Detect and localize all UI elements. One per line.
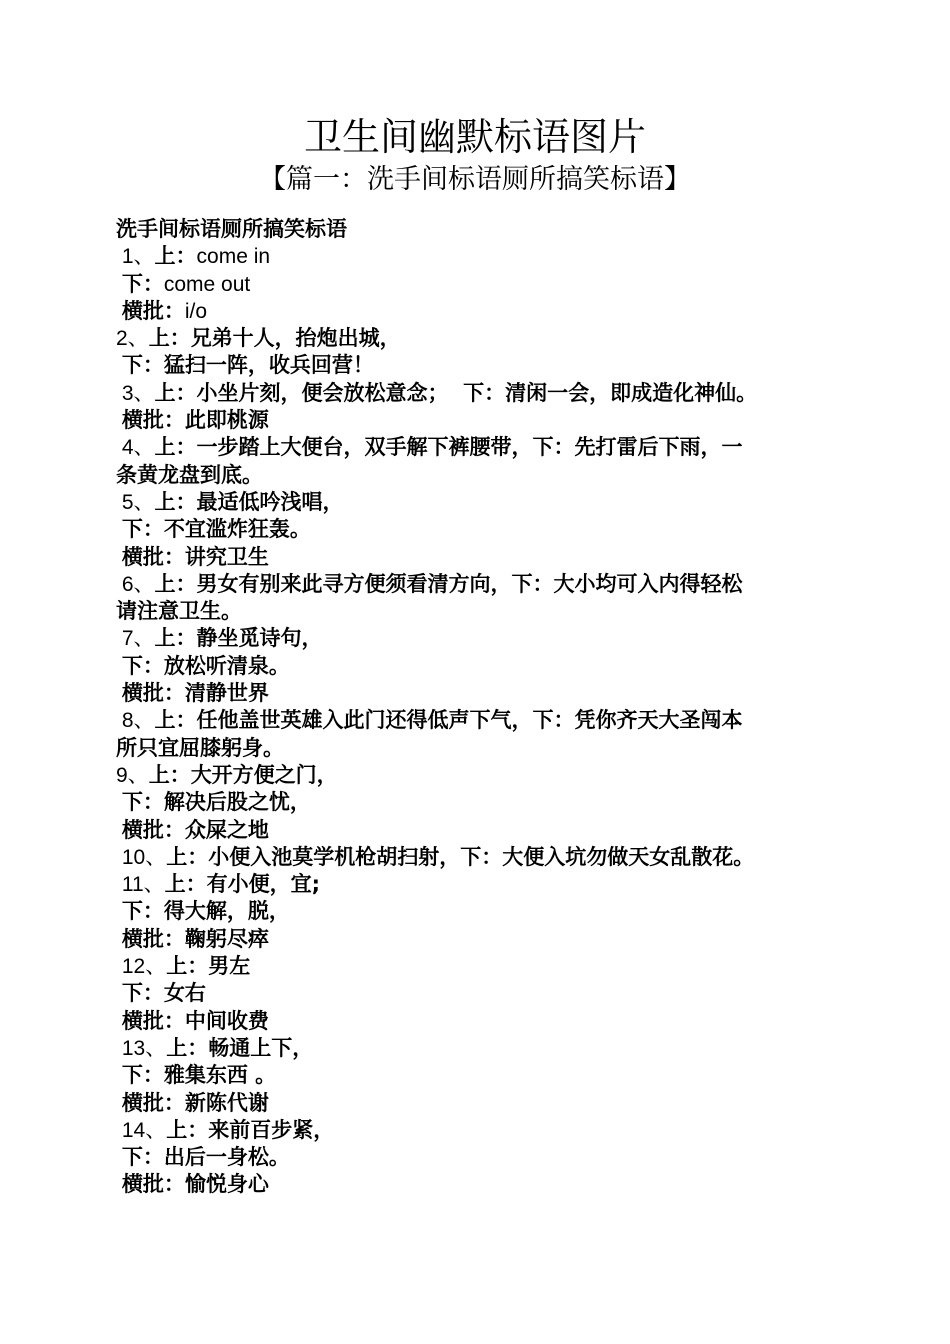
slogan-number: 14、 bbox=[116, 1118, 167, 1142]
slogan-label: 下： bbox=[121, 653, 164, 678]
slogan-label: 上： bbox=[154, 489, 197, 514]
slogan-label: 上： bbox=[166, 1117, 209, 1142]
slogan-line bbox=[116, 844, 836, 871]
slogan-text: 兄弟十人，抬炮出城， bbox=[190, 326, 401, 351]
slogan-text: 大开方便之门， bbox=[190, 762, 338, 787]
slogan-text: 出后一身松。 bbox=[163, 1145, 290, 1170]
slogan-line bbox=[116, 953, 836, 980]
slogan-line bbox=[116, 707, 836, 734]
slogan-label: 横批： bbox=[121, 681, 185, 706]
slogan-number: 1、 bbox=[116, 245, 155, 269]
slogan-line bbox=[116, 271, 836, 298]
slogan-label: 上： bbox=[154, 380, 197, 405]
slogan-line bbox=[116, 1171, 836, 1198]
slogan-line bbox=[116, 544, 836, 571]
slogan-label: 上： bbox=[148, 326, 191, 351]
slogan-text: 来前百步紧， bbox=[208, 1117, 335, 1142]
slogan-line bbox=[116, 926, 836, 953]
slogan-number: 10、 bbox=[116, 845, 167, 869]
slogan-label: 下： bbox=[121, 271, 164, 296]
slogan-line bbox=[116, 871, 836, 898]
slogan-line bbox=[116, 380, 836, 407]
slogan-list bbox=[116, 243, 836, 1198]
slogan-label: 横批： bbox=[121, 298, 185, 323]
slogan-text: 一步踏上大便台，双手解下裤腰带，下：先打雷后下雨，一 bbox=[196, 435, 743, 460]
slogan-text: 请注意卫生。 bbox=[116, 599, 242, 624]
slogan-number: 2、 bbox=[116, 327, 149, 351]
slogan-label: 横批： bbox=[121, 817, 185, 842]
slogan-line bbox=[116, 462, 836, 489]
slogan-line bbox=[116, 653, 836, 680]
slogan-line bbox=[116, 571, 836, 598]
slogan-line bbox=[116, 298, 836, 325]
slogan-text: come out bbox=[163, 272, 251, 296]
slogan-number: 3、 bbox=[116, 381, 155, 405]
slogan-text: 畅通上下， bbox=[208, 1035, 314, 1060]
slogan-line bbox=[116, 1062, 836, 1089]
slogan-line bbox=[116, 817, 836, 844]
slogan-text: 中间收费 bbox=[184, 1008, 269, 1033]
slogan-text: 众屎之地 bbox=[184, 817, 269, 842]
slogan-line bbox=[116, 1008, 836, 1035]
slogan-label: 上： bbox=[154, 244, 197, 269]
slogan-text: 鞠躬尽瘁 bbox=[184, 926, 269, 951]
slogan-text: 解决后股之忧， bbox=[163, 790, 311, 815]
slogan-text: 所只宜屈膝躬身。 bbox=[116, 735, 284, 760]
slogan-label: 下： bbox=[121, 790, 164, 815]
slogan-line bbox=[116, 325, 836, 352]
slogan-label: 横批： bbox=[121, 544, 185, 569]
slogan-label: 下： bbox=[121, 899, 164, 924]
slogan-line bbox=[116, 680, 836, 707]
slogan-line bbox=[116, 1035, 836, 1062]
slogan-label: 下： bbox=[121, 517, 164, 542]
slogan-text: 条黄龙盘到底。 bbox=[116, 462, 263, 487]
slogan-label: 下： bbox=[121, 353, 164, 378]
slogan-text: 静坐觅诗句， bbox=[196, 626, 323, 651]
slogan-text: 有小便，宜; bbox=[206, 872, 321, 897]
slogan-line bbox=[116, 352, 836, 379]
slogan-label: 横批： bbox=[121, 926, 185, 951]
slogan-line bbox=[116, 243, 836, 270]
slogan-label: 上： bbox=[154, 708, 197, 733]
slogan-label: 横批： bbox=[121, 1172, 185, 1197]
slogan-number: 11、 bbox=[116, 873, 165, 897]
slogan-text: come in bbox=[196, 245, 271, 269]
slogan-text: 不宜滥炸狂轰。 bbox=[163, 517, 311, 542]
slogan-text: 男左 bbox=[208, 954, 251, 979]
slogan-label: 上： bbox=[148, 762, 191, 787]
slogan-label: 上： bbox=[154, 626, 197, 651]
document-subtitle: 【篇一：洗手间标语厕所搞笑标语】 bbox=[259, 164, 691, 195]
document-body bbox=[116, 216, 836, 1199]
slogan-text: 小坐片刻，便会放松意念； 下：清闲一会，即成造化神仙。 bbox=[196, 380, 758, 405]
slogan-text: 小便入池莫学机枪胡扫射，下：大便入坑勿做天女乱散花。 bbox=[208, 844, 755, 869]
slogan-label: 上： bbox=[154, 571, 197, 596]
slogan-line bbox=[116, 434, 836, 461]
section-heading: 洗手间标语厕所搞笑标语 bbox=[116, 217, 347, 241]
slogan-label: 上： bbox=[166, 1035, 209, 1060]
slogan-number: 5、 bbox=[116, 490, 155, 514]
slogan-line bbox=[116, 598, 836, 625]
slogan-line bbox=[116, 789, 836, 816]
slogan-text: 新陈代谢 bbox=[184, 1090, 269, 1115]
slogan-line bbox=[116, 762, 836, 789]
slogan-number: 13、 bbox=[116, 1036, 167, 1060]
slogan-number: 4、 bbox=[116, 436, 155, 460]
slogan-number: 12、 bbox=[116, 955, 167, 979]
slogan-label: 下： bbox=[121, 981, 164, 1006]
slogan-text: 最适低吟浅唱， bbox=[196, 489, 344, 514]
slogan-line bbox=[116, 898, 836, 925]
slogan-line bbox=[116, 489, 836, 516]
slogan-line bbox=[116, 980, 836, 1007]
slogan-text: 雅集东西 。 bbox=[163, 1063, 277, 1088]
slogan-label: 横批： bbox=[121, 1090, 185, 1115]
slogan-text: 愉悦身心 bbox=[184, 1172, 269, 1197]
slogan-label: 上： bbox=[164, 872, 207, 897]
slogan-number: 8、 bbox=[116, 709, 155, 733]
slogan-label: 上： bbox=[166, 954, 209, 979]
slogan-label: 下： bbox=[121, 1063, 164, 1088]
slogan-text: i/o bbox=[184, 299, 208, 323]
slogan-text: 任他盖世英雄入此门还得低声下气，下：凭你齐天大圣闯本 bbox=[196, 708, 743, 733]
slogan-text: 女右 bbox=[163, 981, 206, 1006]
slogan-text: 男女有别来此寻方便须看清方向，下：大小均可入内得轻松 bbox=[196, 571, 743, 596]
slogan-number: 7、 bbox=[116, 627, 155, 651]
slogan-line bbox=[116, 625, 836, 652]
slogan-line bbox=[116, 1144, 836, 1171]
slogan-line bbox=[116, 735, 836, 762]
slogan-line bbox=[116, 1117, 836, 1144]
slogan-text: 此即桃源 bbox=[184, 408, 269, 433]
slogan-text: 讲究卫生 bbox=[184, 544, 269, 569]
slogan-text: 得大解，脱， bbox=[163, 899, 290, 924]
slogan-label: 上： bbox=[154, 435, 197, 460]
slogan-line bbox=[116, 407, 836, 434]
slogan-label: 横批： bbox=[121, 1008, 185, 1033]
slogan-number: 9、 bbox=[116, 763, 149, 787]
slogan-line bbox=[116, 516, 836, 543]
slogan-number: 6、 bbox=[116, 572, 155, 596]
slogan-line bbox=[116, 1090, 836, 1117]
slogan-label: 下： bbox=[121, 1145, 164, 1170]
slogan-text: 放松听清泉。 bbox=[163, 653, 290, 678]
slogan-text: 清静世界 bbox=[184, 681, 269, 706]
slogan-text: 猛扫一阵，收兵回营！ bbox=[163, 353, 374, 378]
slogan-label: 横批： bbox=[121, 408, 185, 433]
document-title: 卫生间幽默标语图片 bbox=[303, 115, 646, 159]
slogan-label: 上： bbox=[166, 844, 209, 869]
